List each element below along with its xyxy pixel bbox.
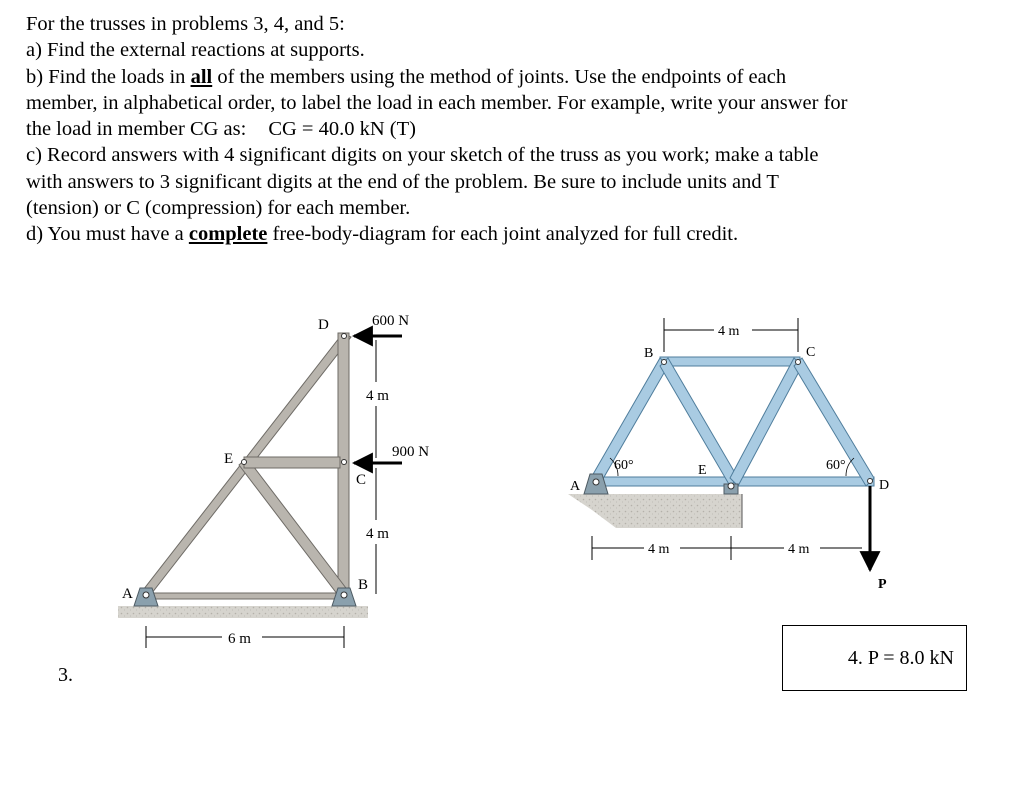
member-EC xyxy=(244,457,340,468)
dims-4-bottom xyxy=(592,536,870,560)
part-b-line2: member, in alphabetical order, to label the load in each member. For example, write your answer for xyxy=(26,91,848,114)
pin-B xyxy=(662,360,667,365)
part-b-example-prefix: the load in member CG as: xyxy=(26,118,247,141)
pin-E xyxy=(242,460,247,465)
load-900-label: 900 N xyxy=(392,444,430,460)
pin-D xyxy=(342,334,347,339)
part-b-rest: of the members using the method of joints. Use the endpoints of each xyxy=(212,65,787,88)
dim-4m-lower: 4 m xyxy=(366,526,389,542)
part-c-line1: c) Record answers with 4 significant digits on your sketch of the truss as you work; make a table xyxy=(26,144,819,167)
part-b-example: CG = 40.0 kN (T) xyxy=(268,118,416,141)
member-AB xyxy=(146,593,342,599)
part-c-line2: with answers to 3 significant digits at the end of the problem. Be sure to include units and T xyxy=(26,170,779,193)
pin-C xyxy=(342,460,347,465)
support-E4 xyxy=(724,483,738,494)
member-EB xyxy=(239,458,349,599)
label-C3: C xyxy=(356,472,367,488)
answer-text: 4. P = 8.0 kN xyxy=(847,646,954,669)
part-d-bold-complete: complete xyxy=(188,223,268,246)
label-A3: A xyxy=(122,586,133,602)
dim-4m-top: 4 m xyxy=(718,324,740,339)
dim-4m-bottom-right: 4 m xyxy=(788,542,810,557)
label-D3: D xyxy=(318,317,329,333)
pin-D xyxy=(868,479,873,484)
part-d-rest: free-body-diagram for each joint analyzed for full credit. xyxy=(267,223,739,246)
label-C4: C xyxy=(806,345,816,360)
dim-4m-upper: 4 m xyxy=(366,388,389,404)
angle-right: 60° xyxy=(826,458,846,473)
part-b-prefix: b) Find the loads in xyxy=(26,65,191,88)
answer-box xyxy=(782,625,967,691)
label-E4: E xyxy=(698,463,707,478)
label-E3: E xyxy=(224,451,234,467)
label-A4: A xyxy=(570,479,581,494)
load-P-label: P xyxy=(878,577,887,592)
load-600-label: 600 N xyxy=(372,313,410,329)
truss-3 xyxy=(118,313,429,648)
intro-line: For the trusses in problems 3, 4, and 5: xyxy=(26,13,345,35)
dims-3-vertical xyxy=(370,340,382,594)
part-a: a) Find the external reactions at supports. xyxy=(26,39,365,62)
truss-4 xyxy=(568,318,889,592)
dim-6m: 6 m xyxy=(228,631,251,647)
part-b-bold-all: all xyxy=(190,65,213,88)
support-A xyxy=(134,588,158,606)
dim-4m-bottom-left: 4 m xyxy=(648,542,670,557)
ground-3 xyxy=(118,606,368,618)
member-BC xyxy=(660,357,800,366)
label-B3: B xyxy=(358,577,369,593)
angle-left: 60° xyxy=(614,458,634,473)
members-3 xyxy=(140,333,351,599)
part-d-prefix: d) You must have a xyxy=(26,223,189,246)
problem-number: 3. xyxy=(58,664,73,686)
member-EC xyxy=(730,358,802,486)
ground-4 xyxy=(568,494,742,528)
label-D4: D xyxy=(879,478,890,493)
label-B4: B xyxy=(644,346,654,361)
pin-C xyxy=(796,360,801,365)
part-c-line3: (tension) or C (compression) for each member. xyxy=(26,197,411,220)
